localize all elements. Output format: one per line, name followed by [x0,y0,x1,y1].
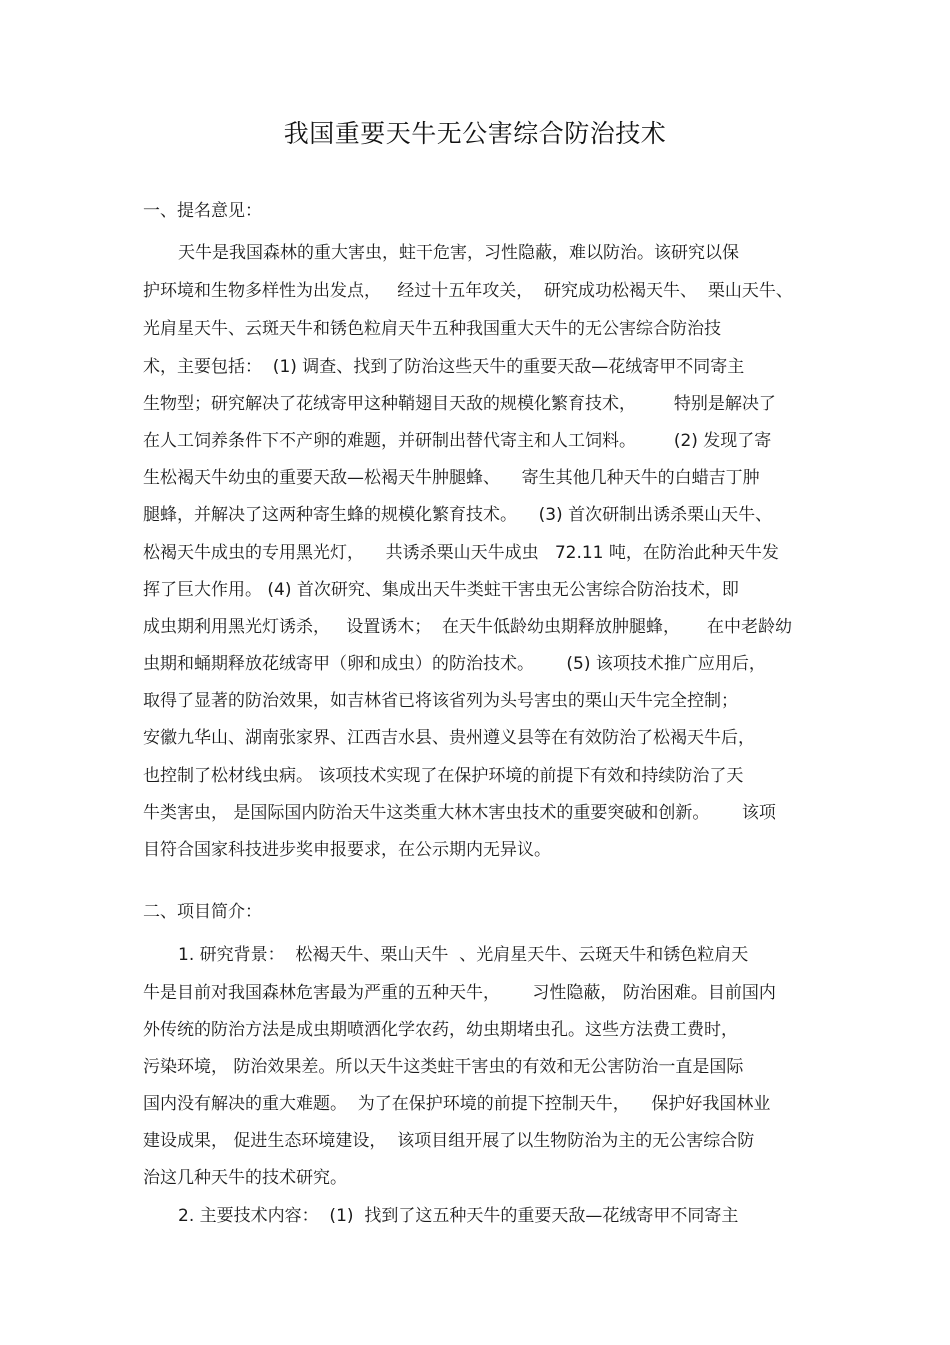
paragraph-line: 生物型；研究解决了花绒寄甲这种鞘翅目天敌的规模化繁育技术， 特别是解决了 [143,394,776,414]
paragraph-line: 生松褐天牛幼虫的重要天敌—松褐天牛肿腿蜂、 寄生其他几种天牛的白蜡吉丁肿 [143,468,760,488]
paragraph-line: 牛类害虫， 是国际国内防治天牛这类重大林木害虫技术的重要突破和创新。 该项 [143,803,776,823]
paragraph-line: 术，主要包括： (1) 调查、找到了防治这些天牛的重要天敌—花绒寄甲不同寄主 [143,357,745,377]
paragraph-line: 外传统的防治方法是成虫期喷洒化学农药，幼虫期堵虫孔。这些方法费工费时， [143,1020,738,1040]
paragraph-line: 虫期和蛹期释放花绒寄甲（卵和成虫）的防治技术。 (5) 该项技术推广应用后， [143,654,766,674]
paragraph-line: 光肩星天牛、云斑天牛和锈色粒肩天牛五种我国重大天牛的无公害综合防治技 [143,319,721,339]
paragraph-line: 2. 主要技术内容： (1) 找到了这五种天牛的重要天敌—花绒寄甲不同寄主 [178,1206,739,1226]
paragraph-line: 挥了巨大作用。 (4) 首次研究、集成出天牛类蛀干害虫无公害综合防治技术，即 [143,580,739,600]
paragraph-line: 护环境和生物多样性为出发点， 经过十五年攻关， 研究成功松褐天牛、 栗山天牛、 [143,281,793,301]
paragraph-line: 牛是目前对我国森林危害最为严重的五种天牛， 习性隐蔽， 防治困难。目前国内 [143,983,776,1003]
paragraph-line: 也控制了松材线虫病。 该项技术实现了在保护环境的前提下有效和持续防治了天 [143,766,744,786]
paragraph-line: 松褐天牛成虫的专用黑光灯， 共诱杀栗山天牛成虫 72.11 吨，在防治此种天牛发 [143,543,779,563]
paragraph-line: 取得了显著的防治效果，如吉林省已将该省列为头号害虫的栗山天牛完全控制； [143,691,738,711]
paragraph-line: 建设成果， 促进生态环境建设， 该项目组开展了以生物防治为主的无公害综合防 [143,1131,755,1151]
paragraph-line: 成虫期利用黑光灯诱杀， 设置诱木； 在天牛低龄幼虫期释放肿腿蜂， 在中老龄幼 [143,617,793,637]
paragraph-line: 治这几种天牛的技术研究。 [143,1168,347,1188]
paragraph-line: 污染环境， 防治效果差。所以天牛这类蛀干害虫的有效和无公害防治一直是国际 [143,1057,744,1077]
paragraph-line: 安徽九华山、湖南张家界、江西吉水县、贵州遵义县等在有效防治了松褐天牛后， [143,728,755,748]
paragraph-line: 天牛是我国森林的重大害虫，蛀干危害，习性隐蔽，难以防治。该研究以保 [178,243,739,263]
paragraph-line: 腿蜂，并解决了这两种寄生蜂的规模化繁育技术。 (3) 首次研制出诱杀栗山天牛、 [143,505,773,525]
paragraph-line: 1. 研究背景： 松褐天牛、栗山天牛 、光肩星天牛、云斑天牛和锈色粒肩天 [178,945,749,965]
section2-heading: 二、项目简介： [143,902,262,922]
paragraph-line: 在人工饲养条件下不产卵的难题，并研制出替代寄主和人工饲料。 (2) 发现了寄 [143,431,772,451]
paragraph-line: 国内没有解决的重大难题。 为了在保护环境的前提下控制天牛， 保护好我国林业 [143,1094,771,1114]
section1-heading: 一、提名意见： [143,201,262,221]
page-title: 我国重要天牛无公害综合防治技术 [283,119,667,148]
paragraph-line: 目符合国家科技进步奖申报要求，在公示期内无异议。 [143,840,551,860]
